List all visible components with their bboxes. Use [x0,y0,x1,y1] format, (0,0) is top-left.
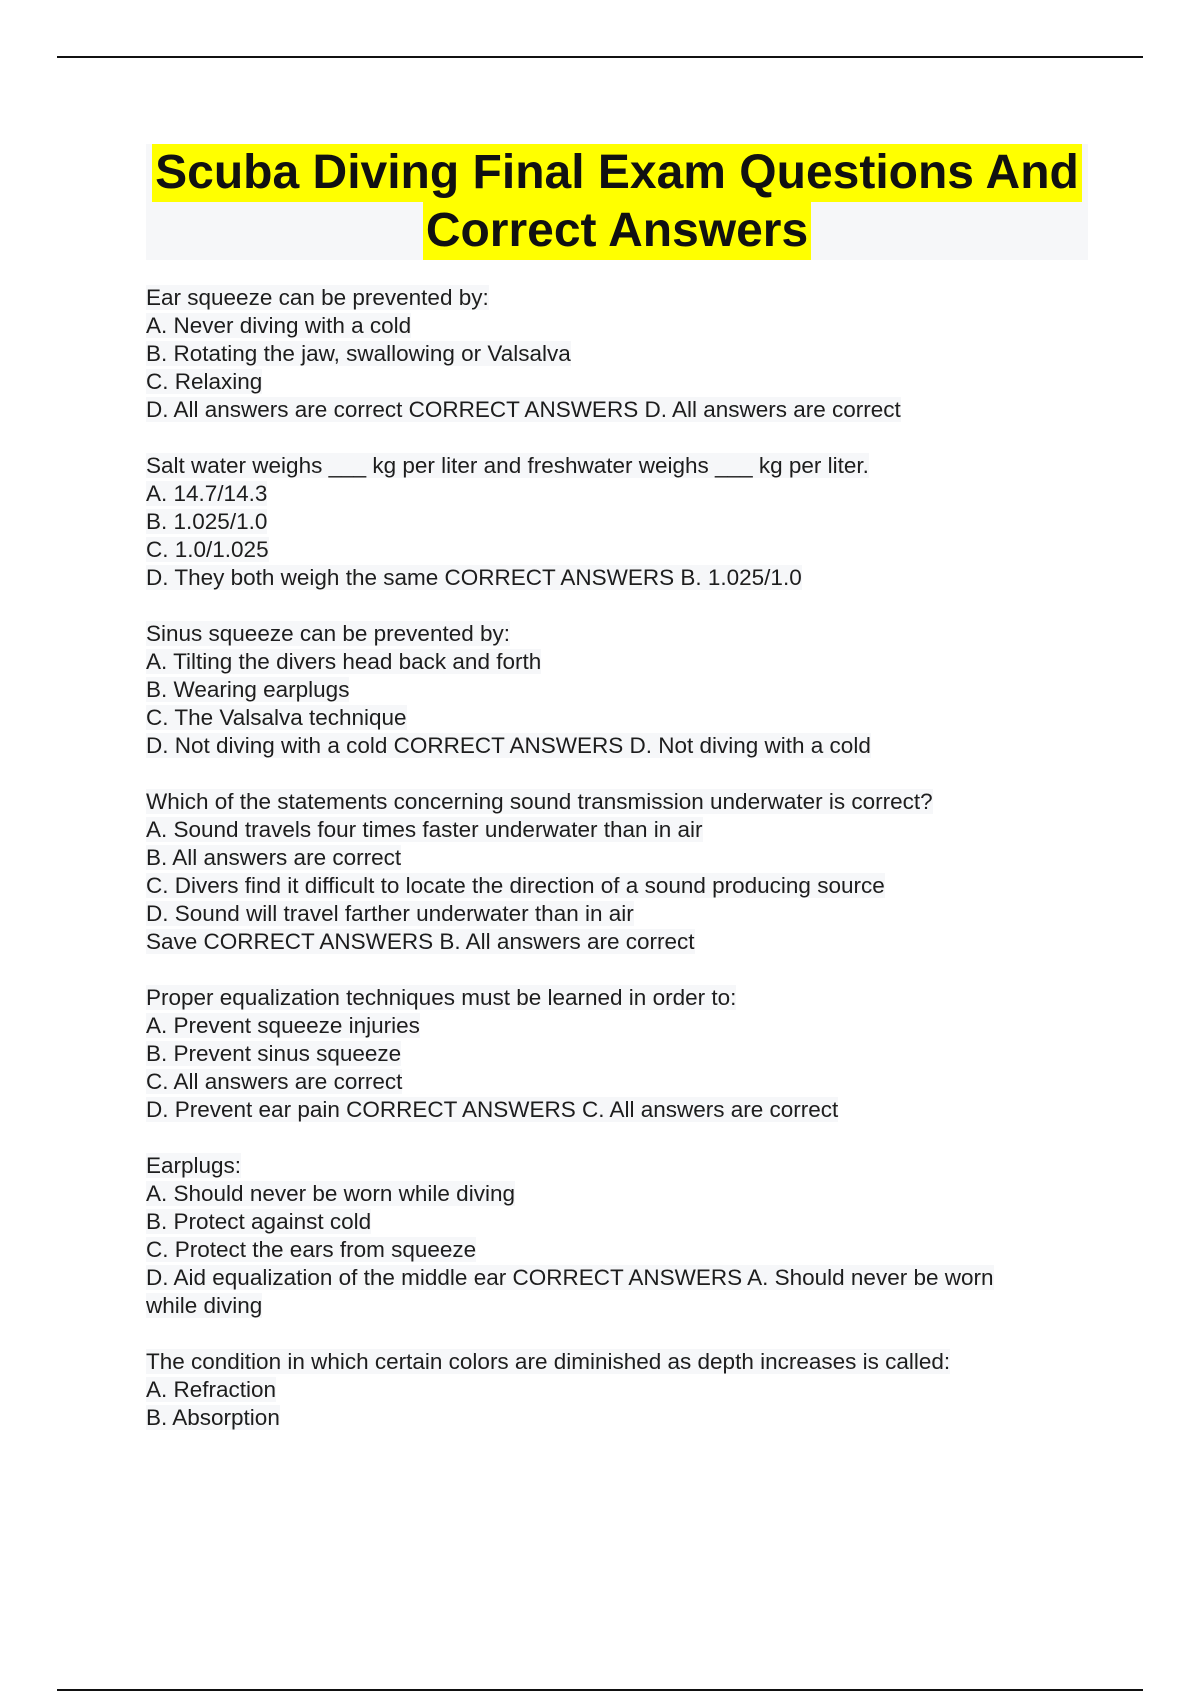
question-text [146,1152,1091,1180]
question-text [146,984,1091,1012]
answer-line [146,928,1091,956]
question-text [146,284,1091,312]
question-block [146,620,1091,760]
question-text [146,620,1091,648]
questions-list [146,284,1091,1460]
footer-rule [57,1689,1143,1691]
question-text [146,1348,1091,1376]
title-line-1: Scuba Diving Final Exam Questions And [152,144,1082,202]
answer-text: B. Protect against cold [146,1209,372,1234]
answer-line [146,1264,1091,1292]
answer-line [146,368,1091,396]
answer-line [146,816,1091,844]
answer-text: D. All answers are correct CORRECT ANSWERS D. All answers are correct [146,397,901,422]
answer-text: D. Not diving with a cold CORRECT ANSWERS D. Not diving with a cold [146,733,871,758]
answer-line [146,704,1091,732]
answer-text: A. Prevent squeeze injuries [146,1013,420,1038]
answer-text: C. All answers are correct [146,1069,403,1094]
answer-text: B. Wearing earplugs [146,677,350,702]
answer-line [146,872,1091,900]
question-block [146,452,1091,592]
question-text-content: Sinus squeeze can be prevented by: [146,621,510,646]
answer-line [146,900,1091,928]
answer-text: B. 1.025/1.0 [146,509,268,534]
answer-line [146,480,1091,508]
question-text-content: Ear squeeze can be prevented by: [146,285,489,310]
answer-line [146,396,1091,424]
answer-text: B. Prevent sinus squeeze [146,1041,402,1066]
answer-line [146,732,1091,760]
answer-line [146,1068,1091,1096]
question-block [146,788,1091,956]
document-title [146,144,1088,260]
answer-text: A. Should never be worn while diving [146,1181,515,1206]
answer-text: B. All answers are correct [146,845,402,870]
question-block [146,1348,1091,1432]
answer-text: A. Tilting the divers head back and forth [146,649,542,674]
question-text-content: Salt water weighs ___ kg per liter and freshwater weighs ___ kg per liter. [146,453,869,478]
answer-text: B. Absorption [146,1405,280,1430]
answer-text: A. 14.7/14.3 [146,481,268,506]
answer-line [146,1292,1091,1320]
answer-line [146,1040,1091,1068]
answer-line [146,564,1091,592]
answer-text: D. Prevent ear pain CORRECT ANSWERS C. All answers are correct [146,1097,839,1122]
answer-line [146,648,1091,676]
question-text [146,788,1091,816]
question-text [146,452,1091,480]
question-block [146,984,1091,1124]
answer-text: D. They both weigh the same CORRECT ANSWERS B. 1.025/1.0 [146,565,802,590]
answer-line [146,1012,1091,1040]
answer-line [146,1404,1091,1432]
answer-line [146,844,1091,872]
answer-text: B. Rotating the jaw, swallowing or Valsalva [146,341,571,366]
answer-text: C. Protect the ears from squeeze [146,1237,477,1262]
answer-text: while diving [146,1293,263,1318]
question-text-content: Which of the statements concerning sound transmission underwater is correct? [146,789,933,814]
answer-line [146,1376,1091,1404]
answer-text: A. Sound travels four times faster underwater than in air [146,817,703,842]
answer-line [146,536,1091,564]
title-line-2: Correct Answers [423,202,811,260]
question-text-content: Proper equalization techniques must be learned in order to: [146,985,737,1010]
answer-line [146,1180,1091,1208]
answer-text: Save CORRECT ANSWERS B. All answers are correct [146,929,695,954]
answer-line [146,1096,1091,1124]
question-text-content: The condition in which certain colors are diminished as depth increases is called: [146,1349,951,1374]
header-rule [57,56,1143,58]
answer-line [146,508,1091,536]
answer-line [146,312,1091,340]
answer-text: C. Relaxing [146,369,263,394]
answer-text: C. 1.0/1.025 [146,537,269,562]
answer-text: D. Sound will travel farther underwater than in air [146,901,634,926]
question-block [146,284,1091,424]
question-block [146,1152,1091,1320]
answer-line [146,1236,1091,1264]
answer-text: A. Never diving with a cold [146,313,412,338]
answer-line [146,676,1091,704]
question-text-content: Earplugs: [146,1153,242,1178]
answer-line [146,340,1091,368]
answer-text: D. Aid equalization of the middle ear CORRECT ANSWERS A. Should never be worn [146,1265,994,1290]
answer-line [146,1208,1091,1236]
answer-text: A. Refraction [146,1377,277,1402]
answer-text: C. Divers find it difficult to locate the direction of a sound producing source [146,873,885,898]
answer-text: C. The Valsalva technique [146,705,407,730]
